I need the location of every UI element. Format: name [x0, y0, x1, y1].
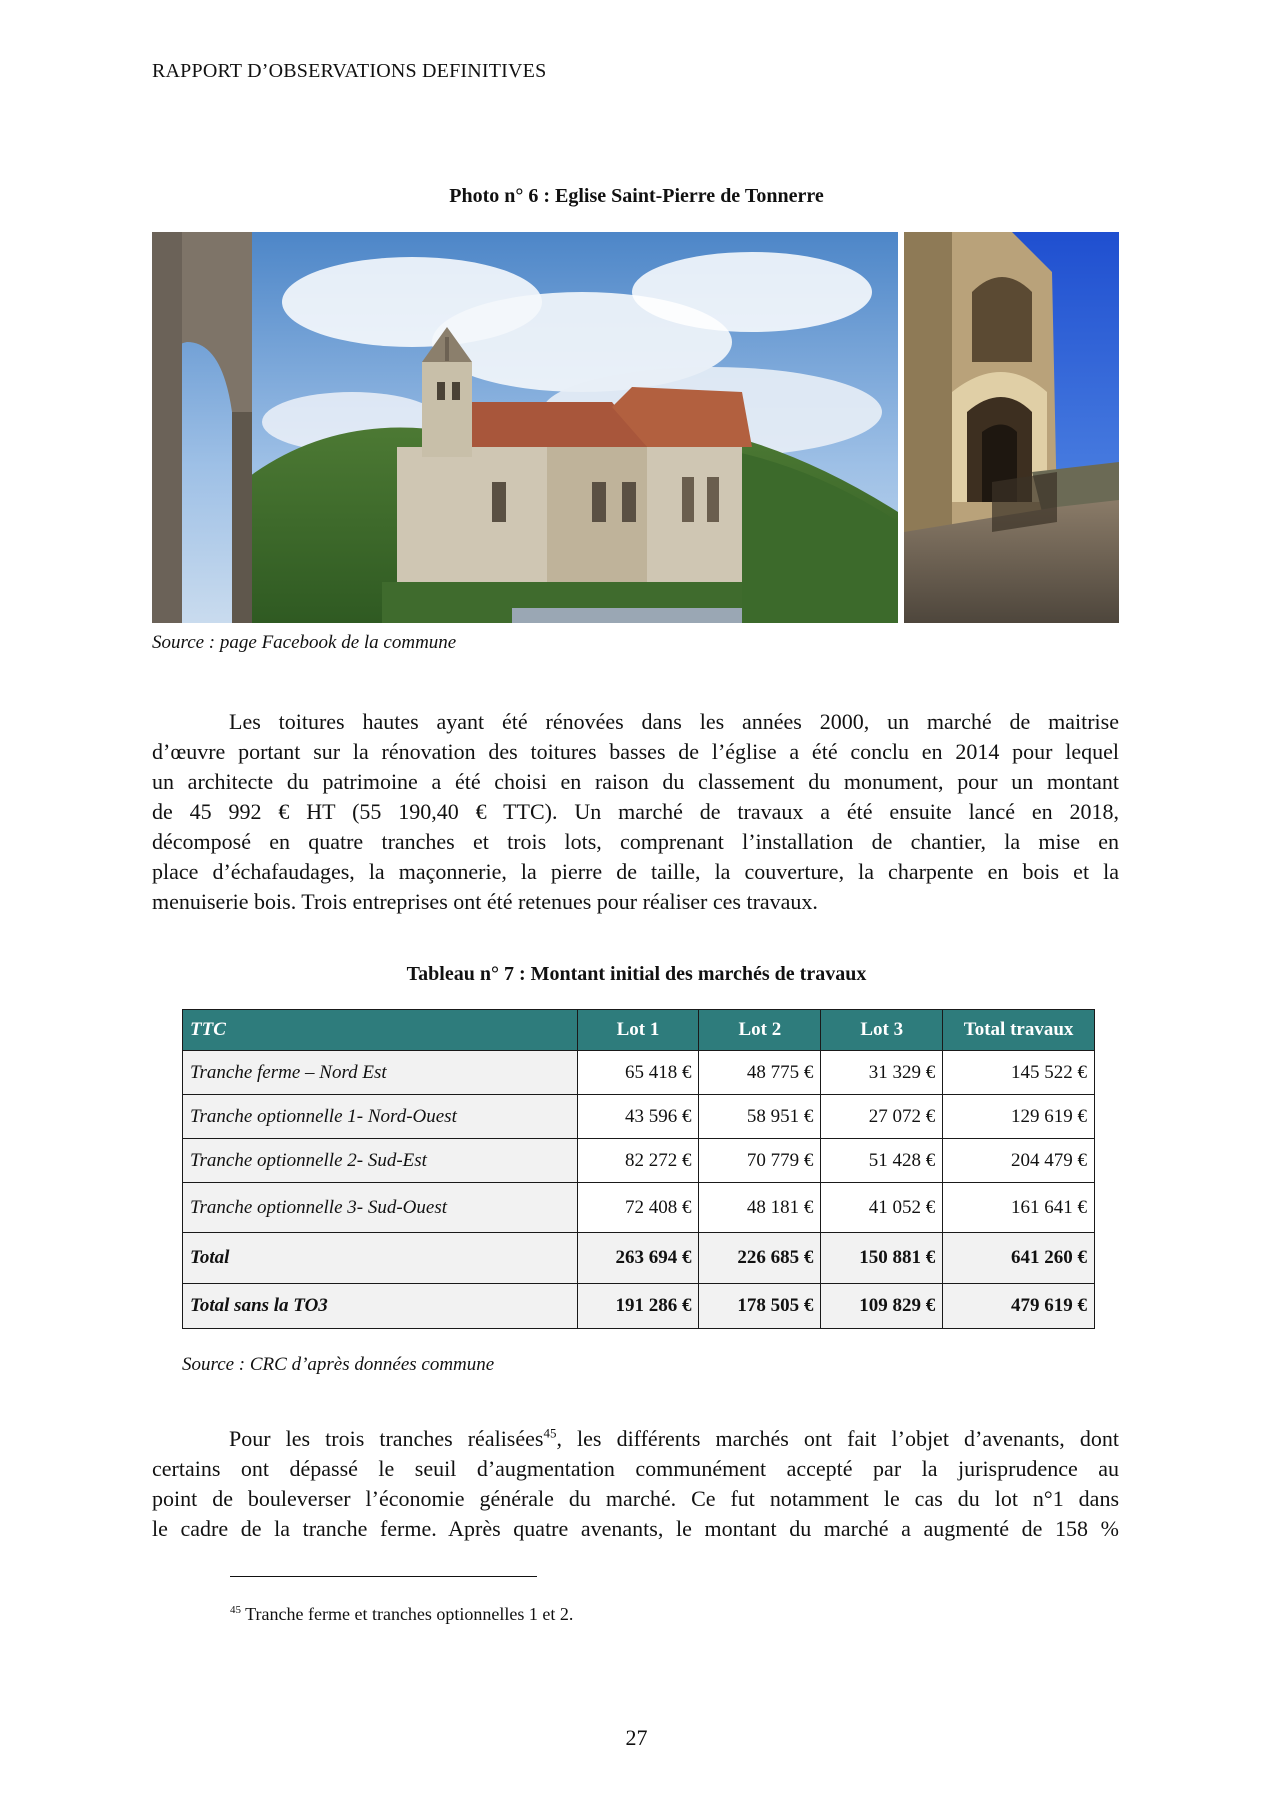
- table-caption: Tableau n° 7 : Montant initial des marchés de travaux: [406, 963, 867, 985]
- paragraph-1: [152, 707, 1119, 917]
- paragraph-2-line: point de bouleverser l’économie générale du marché. Ce fut notamment le cas du lot n°1 dans: [152, 1486, 1119, 1511]
- table-row-label: Total: [183, 1233, 578, 1284]
- paragraph-1-line: de 45 992 € HT (55 190,40 € TTC). Un marché de travaux a été ensuite lancé en 2018,: [152, 799, 1119, 824]
- table-header-cell: Total travaux: [943, 1010, 1095, 1051]
- table-cell: 82 272 €: [577, 1139, 699, 1183]
- paragraph-2-text: Pour les trois tranches réalisées: [229, 1426, 544, 1451]
- paragraph-1-line: place d’échafaudages, la maçonnerie, la pierre de taille, la couverture, la charpente en bois et la: [152, 859, 1119, 884]
- church-photo-right: [904, 232, 1119, 623]
- table-row-label: Tranche optionnelle 3- Sud-Ouest: [183, 1183, 578, 1233]
- paragraph-1-line: menuiserie bois. Trois entreprises ont été retenues pour réaliser ces travaux.: [152, 889, 818, 914]
- paragraph-2-line: le cadre de la tranche ferme. Après quatre avenants, le montant du marché a augmenté de 158 %: [152, 1516, 1119, 1541]
- footnote-text: Tranche ferme et tranches optionnelles 1 et 2.: [241, 1604, 574, 1624]
- table-cell: 27 072 €: [821, 1095, 943, 1139]
- paragraph-2-line: [152, 1424, 1119, 1454]
- works-table: [182, 1009, 1095, 1329]
- photo-caption: Photo n° 6 : Eglise Saint-Pierre de Tonnerre: [449, 185, 824, 207]
- table-cell: 226 685 €: [699, 1233, 821, 1284]
- paragraph-2: [152, 1424, 1119, 1544]
- table-row: [183, 1051, 1095, 1095]
- footnote: [230, 1604, 573, 1625]
- footnote-divider: [230, 1576, 537, 1577]
- table-cell: 161 641 €: [943, 1183, 1095, 1233]
- paragraph-2-text: , les différents marchés ont fait l’objet d’avenants, dont: [556, 1426, 1120, 1451]
- paragraph-1-line: un architecte du patrimoine a été choisi en raison du classement du monument, pour un montant: [152, 769, 1119, 794]
- table-header-cell: TTC: [183, 1010, 578, 1051]
- table-cell: 72 408 €: [577, 1183, 699, 1233]
- table-cell: 58 951 €: [699, 1095, 821, 1139]
- table-header-cell: Lot 2: [699, 1010, 821, 1051]
- table-cell: 70 779 €: [699, 1139, 821, 1183]
- table-cell: 48 181 €: [699, 1183, 821, 1233]
- paragraph-1-line: Les toitures hautes ayant été rénovées dans les années 2000, un marché de maitrise: [229, 709, 1119, 734]
- table-row: [183, 1095, 1095, 1139]
- church-photo: [152, 232, 1119, 623]
- table-header-cell: Lot 3: [821, 1010, 943, 1051]
- table-source: Source : CRC d’après données commune: [182, 1354, 495, 1375]
- paragraph-2-line: certains ont dépassé le seuil d’augmentation communément accepté par la jurisprudence au: [152, 1456, 1119, 1481]
- footnote-number: 45: [230, 1604, 241, 1616]
- table-cell: 129 619 €: [943, 1095, 1095, 1139]
- table-row-label: Tranche ferme – Nord Est: [183, 1051, 578, 1095]
- table-cell: 150 881 €: [821, 1233, 943, 1284]
- page-number: 27: [625, 1725, 648, 1750]
- table-total-row: [183, 1284, 1095, 1329]
- table-cell: 41 052 €: [821, 1183, 943, 1233]
- footnote-reference[interactable]: 45: [543, 1425, 557, 1441]
- table-cell: 65 418 €: [577, 1051, 699, 1095]
- table-cell: 479 619 €: [943, 1284, 1095, 1329]
- table-cell: 109 829 €: [821, 1284, 943, 1329]
- table-cell: 263 694 €: [577, 1233, 699, 1284]
- table-cell: 145 522 €: [943, 1051, 1095, 1095]
- table-header-cell: Lot 1: [577, 1010, 699, 1051]
- table-cell: 48 775 €: [699, 1051, 821, 1095]
- table-cell: 178 505 €: [699, 1284, 821, 1329]
- table-cell: 43 596 €: [577, 1095, 699, 1139]
- table-row-label: Tranche optionnelle 1- Nord-Ouest: [183, 1095, 578, 1139]
- table-cell: 641 260 €: [943, 1233, 1095, 1284]
- photo-source: Source : page Facebook de la commune: [152, 632, 457, 653]
- table-row-label: Tranche optionnelle 2- Sud-Est: [183, 1139, 578, 1183]
- table-row: [183, 1139, 1095, 1183]
- table-cell: 51 428 €: [821, 1139, 943, 1183]
- table-cell: 204 479 €: [943, 1139, 1095, 1183]
- table-header-row: [183, 1010, 1095, 1051]
- table-row-label: Total sans la TO3: [183, 1284, 578, 1329]
- paragraph-1-line: décomposé en quatre tranches et trois lots, comprenant l’installation de chantier, la mise en: [152, 829, 1119, 854]
- running-header: RAPPORT D’OBSERVATIONS DEFINITIVES: [152, 60, 547, 82]
- table-cell: 31 329 €: [821, 1051, 943, 1095]
- paragraph-1-line: d’œuvre portant sur la rénovation des toitures basses de l’église a été conclu en 2014 pour lequel: [152, 739, 1119, 764]
- church-photo-left: [152, 232, 898, 623]
- table-total-row: [183, 1233, 1095, 1284]
- table-cell: 191 286 €: [577, 1284, 699, 1329]
- table-row: [183, 1183, 1095, 1233]
